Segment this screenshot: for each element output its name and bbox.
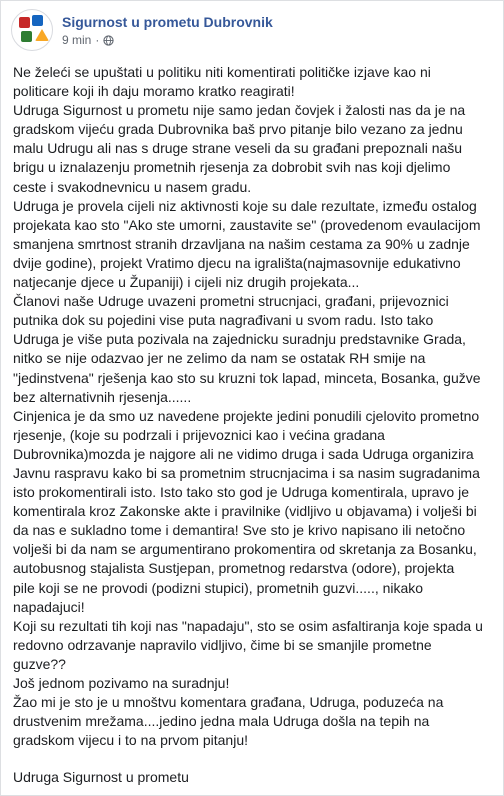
post-text-line: Ne želeći se upuštati u politiku niti komentirati političke izjave kao ni — [13, 64, 431, 80]
post-text-line: dvije godine), projekt Vratimo djecu na igrališta(najmasovnije edukativno — [13, 254, 461, 271]
post-text-line: rjesenje, (koje su podrzali i prijevoznici kao i većina gradana — [13, 426, 385, 443]
post-text-line: smanjena smrtnost stranih drzavljana na našim cestama za 90% u zadnje — [13, 235, 470, 252]
post-text-line: gradskom vijeću grada Dubrovnika baš prvo pitanje bilo vezano za jednu — [13, 121, 463, 138]
page-name-link[interactable]: Sigurnost u prometu Dubrovnik — [62, 14, 273, 30]
post-text-line: bez alternativnih rjesenja...... — [13, 388, 192, 405]
post-meta — [62, 9, 273, 48]
post-text-line: gradskom vijecu i to na prvom pitanju! — [13, 732, 248, 749]
post-body — [13, 63, 497, 787]
logo-shape-triangle — [35, 29, 49, 41]
post-text-line: Još jednom pozivamo na suradnju! — [13, 675, 230, 691]
post-text-line: guzve?? — [13, 655, 66, 672]
logo-shape-blue — [32, 15, 43, 26]
post-text-line: Udruga Sigurnost u prometu nije samo jedan čovjek i žalosti nas da je na — [13, 102, 466, 119]
post-text-line: volješi bi da nam se argumentirano prokomentira od skretanja za Bosanku, — [13, 541, 477, 558]
post-text-line: pile koji se ne provodi (podizni stupici), prometnih guzvi....., nikako — [13, 579, 424, 596]
post-text-line: napadajuci! — [13, 598, 85, 615]
logo-shape-green — [21, 31, 32, 42]
post-text-line: natjecanje djece u Županiji) i cijeli niz drugih projekata... — [13, 274, 360, 291]
post-text-line: isto prokomentirali isto. Isto tako sto god je Udruga komentirala, upravo je — [13, 484, 470, 501]
post-text-line: da nas e sukladno tome i demantira! Sve sto je krivo napisano ili netočno — [13, 522, 466, 539]
post-text-line: autobusnog stajalista Sustjepan, prometnog redarstva (odore), projekta — [13, 560, 455, 577]
post-text-line: politicare koji ih daju moramo kratko reagirati! — [13, 83, 295, 100]
post-text-line: drustvenim mrežama....jedino jedna mala Udruga došla na tepih na — [13, 713, 430, 730]
post-text-line: brigu u iznalazenju prometnih rjesenja za dobrobit svih nas koji djelimo — [13, 159, 451, 176]
post-text-line: Dubrovnika)mozda je najgore ali ne vidimo druga i sada Udruga organizira — [13, 445, 474, 462]
post-text-line: Udruga je provela cijeli niz aktivnosti koje su dale rezultate, između ostalog — [13, 197, 477, 214]
post-text-line: Žao mi je sto je u mnoštvu komentara građana, Udruga, poduzeća na — [13, 694, 444, 711]
post-text-line: redovno odrzavanje napravilo vidljivo, čime bi se smanjile prometne — [13, 636, 432, 653]
post-signature: Udruga Sigurnost u prometu — [13, 769, 189, 786]
post-text-line: Javnu raspravu kako bi sa prometnim strucnjacima i sa nasim sugradanima — [13, 464, 480, 481]
post-text-line: Udruga je više puta pozivala na zajednicku suradnju predstavnike Grada, — [13, 331, 466, 348]
post-text-line: putnika dok su pojedini vise puta nagrađivani u svom radu. Isto tako — [13, 312, 434, 329]
post-text-line: "jedinstvena" rješenja kao sto su kruzni tok lapad, minceta, Bosanka, gužve — [13, 369, 481, 386]
post-text-line: nitko se nije odazvao jer ne zelimo da nam se ostatak RH smije na — [13, 350, 426, 367]
post-text-line: Cinjenica je da smo uz navedene projekte jedini ponudili cjelovito prometno — [13, 407, 480, 424]
post-text-line: Članovi naše Udruge uvazeni prometni strucnjaci, građani, prijevoznici — [13, 293, 449, 310]
post-header — [11, 9, 273, 55]
post-text-line: komentirala kroz Zakonske akte i pravilnike (vidljivo u objavama) i volješi bi — [13, 503, 477, 520]
meta-separator: · — [95, 33, 100, 47]
post-timestamp[interactable]: 9 min — [62, 33, 92, 47]
post-text-line: malu Udrugu ali nas s druge strane veseli da su građani prepoznali našu — [13, 140, 463, 157]
post-text-line: ceste i svakodnevnicu u nasem gradu. — [13, 178, 252, 195]
post-subline — [62, 32, 273, 48]
post-text-line: Koji su rezultati tih koji nas "napadaju", sto se osim asfaltiranja koje spada u — [13, 617, 483, 634]
globe-icon[interactable] — [103, 35, 114, 46]
logo-shape-red — [19, 17, 30, 28]
post-text-line: projekata kao sto "Ako ste umorni, zaustavite se" (provedenom evaulacijom — [13, 216, 481, 233]
page-avatar[interactable] — [11, 9, 53, 51]
